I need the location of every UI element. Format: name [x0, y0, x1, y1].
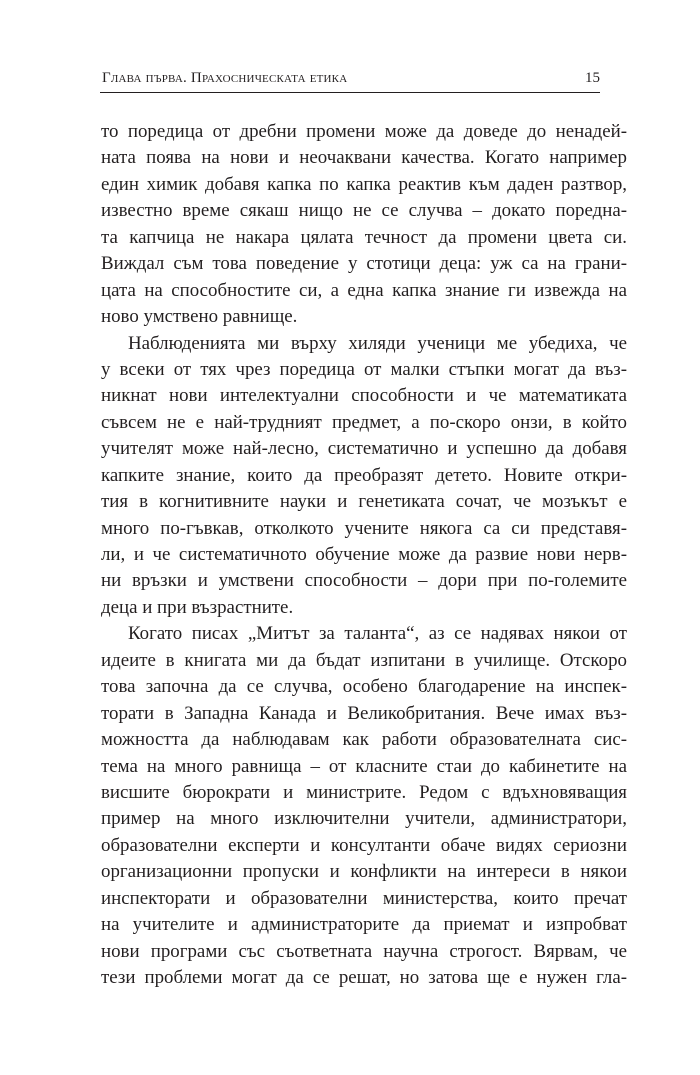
text-line: много по-гъвкав, отколкото учените някога са си представя- — [101, 517, 627, 539]
text-line: това започна да се случва, особено благодарение на инспек- — [101, 676, 627, 698]
text-line: ни връзки и умствени способности – дори при по-големите — [101, 570, 627, 592]
text-line: цата на способностите си, а една капка знание ги извежда на — [101, 279, 627, 301]
text-line: то поредица от дребни промени може да доведе до ненадей- — [101, 121, 627, 142]
text-line: висшите бюрократи и министрите. Редом с вдъхновяващия — [101, 781, 627, 803]
text-line: тези проблеми могат да се решат, но затова ще е нужен гла- — [101, 967, 627, 988]
page-number: 15 — [585, 70, 600, 86]
text-line: известно време сякаш нищо не се случва – докато поредна- — [101, 200, 627, 222]
text-line: Когато писах „Митът за таланта“, аз се надявах някои от — [128, 623, 627, 645]
text-line: никнат нови интелектуални способности и че математиката — [101, 385, 627, 407]
text-line: у всеки от тях чрез поредица от малки стъпки могат да въз- — [101, 358, 627, 380]
text-line: ново умствено равнище. — [101, 306, 298, 328]
text-line: на учителите и администраторите да приемат и изпробват — [101, 914, 627, 936]
text-line: можността да наблюдавам как работи образователната сис- — [101, 729, 627, 751]
text-line: Наблюденията ми върху хиляди ученици ме убедиха, че — [128, 332, 627, 354]
text-line: образователни експерти и консултанти обаче видях сериозни — [101, 834, 627, 856]
text-line: тема на много равнища – от класните стаи до кабинетите на — [101, 755, 627, 777]
paragraph — [101, 621, 627, 991]
text-line: та капчица не накара цялата течност да промени цвета си. — [101, 226, 627, 248]
chapter-title: Глава първа. Прахосническата етика — [102, 70, 348, 86]
text-line: капките знание, които да преобразят детето. Новите откри- — [101, 464, 627, 486]
text-line: ли, и че систематичното обучение може да развие нови нерв- — [101, 544, 627, 565]
paragraph — [101, 119, 627, 331]
text-line: пример на много изключителни учители, администратори, — [101, 808, 627, 830]
text-line: идеите в книгата ми да бъдат изпитани в училище. Отскоро — [101, 649, 627, 671]
text-line: ната поява на нови и неочаквани качества. Когато например — [101, 147, 627, 169]
text-line: съвсем не е най-трудният предмет, а по-скоро онзи, в който — [101, 411, 627, 433]
text-line: организационни пропуски и конфликти на интереси в някои — [101, 861, 627, 883]
paragraph — [101, 331, 627, 622]
body-text — [101, 119, 627, 991]
text-line: тия в когнитивните науки и генетиката сочат, че мозъкът е — [101, 491, 627, 513]
text-line: учителят може най-лесно, систематично и успешно да добавя — [101, 438, 627, 460]
text-line: инспекторати и образователни министерства, които пречат — [101, 887, 627, 909]
text-line: Виждал съм това поведение у стотици деца: уж са на грани- — [101, 253, 627, 275]
text-line: торати в Западна Канада и Великобритания. Вече имах въз- — [101, 702, 627, 724]
running-head — [100, 68, 600, 93]
text-line: един химик добавя капка по капка реактив към даден разтвор, — [101, 173, 627, 195]
text-line: деца и при възрастните. — [101, 596, 294, 618]
text-line: нови програми със съответната научна строгост. Вярвам, че — [101, 940, 627, 962]
